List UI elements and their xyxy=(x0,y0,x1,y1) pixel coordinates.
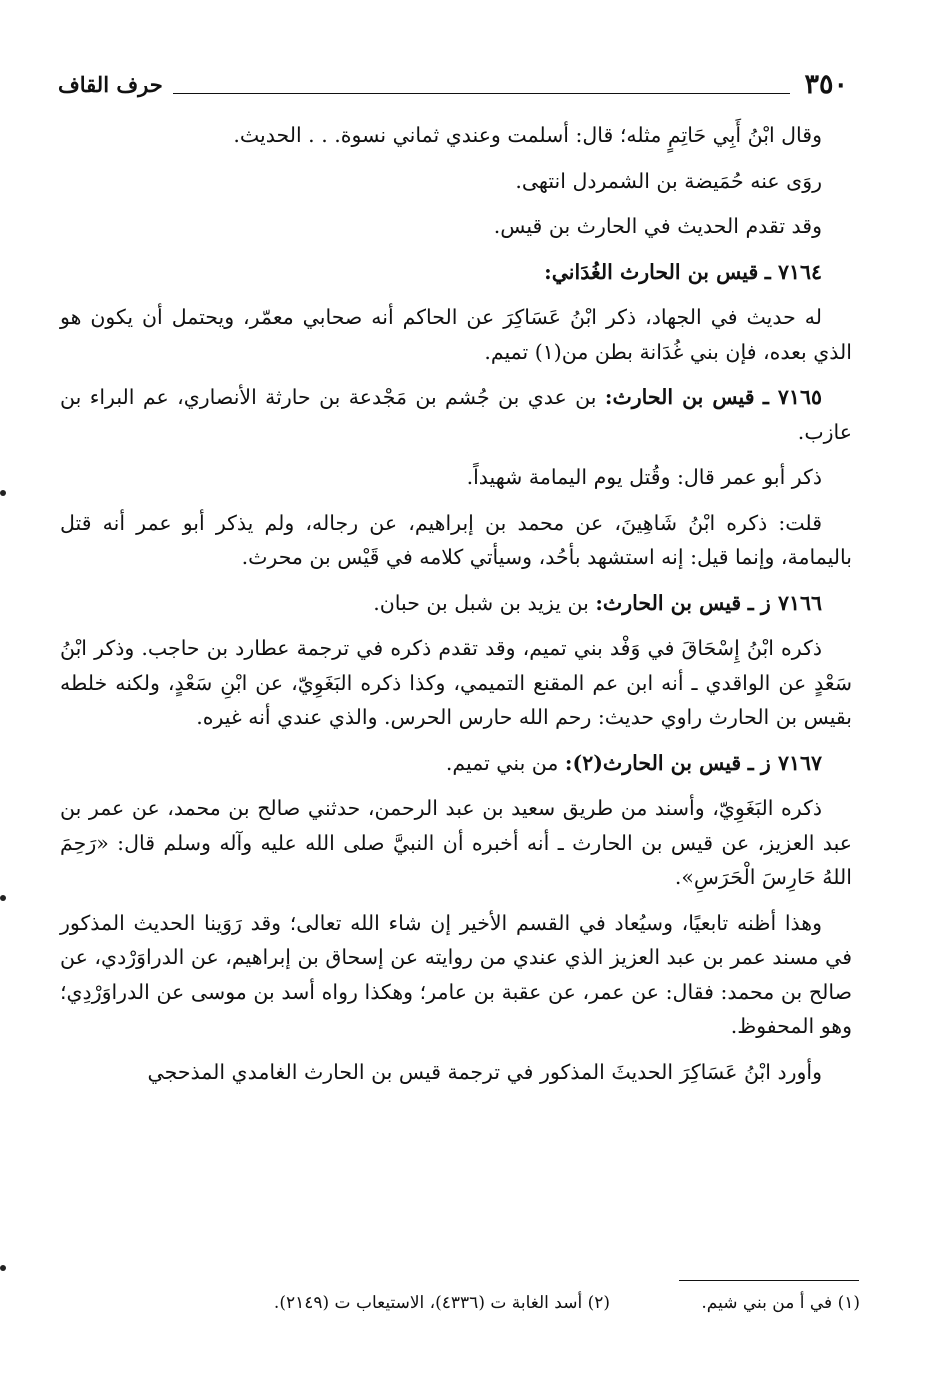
entry-heading xyxy=(60,746,852,781)
entry-lineage: بن عدي بن جُشم بن مَجْدعة بن حارثة الأنصاري، عم البراء بن عازب. xyxy=(60,385,852,444)
body-text xyxy=(60,118,852,1093)
paragraph: روَى عنه حُمَيضة بن الشمردل انتهى. xyxy=(515,168,822,193)
footnote: (٢) أسد الغابة ت (٤٣٣٦)، الاستيعاب ت (٢١٤٩). xyxy=(273,1293,610,1313)
entry-name: قيس بن الحارث: xyxy=(604,385,755,409)
section-title: حرف القاف xyxy=(58,72,163,97)
entry-paragraph: ذكره ابْنُ إِسْحَاقَ في وَفْد بني تميم، وقد تقدم ذكره في ترجمة عطارد بن حاجب. وذكر ابْنُ سَعْدٍ عن الواقدي ـ أنه ابن عم المقنع التميمي، وكذا ذكره البَغَوِيّ، عن ابْنِ سَعْدٍ، ولكنه خلطه بقيس بن الحارث راوي حديث: رحم الله حارس الحرس. والذي عندي أنه غيره. xyxy=(60,636,852,729)
entry-number: ٧١٦٥ ـ xyxy=(762,385,822,409)
entry-heading xyxy=(60,380,852,449)
entry-paragraph: له حديث في الجهاد، ذكر ابْنُ عَسَاكِرَ عن الحاكم أنه صحابي معمّر، ويحتمل أن يكون هو الذي بعده، فإن بني غُدَانة بطن من(١) تميم. xyxy=(60,305,852,364)
footnote: (١) في أ من بني شيم. xyxy=(701,1293,860,1313)
entry-name: قيس بن الحارث الغُدَاني: xyxy=(544,259,759,284)
entry-name: قيس بن الحارث: xyxy=(595,590,742,615)
entry-number: ٧١٦٧ ز ـ xyxy=(747,750,822,775)
entry-heading xyxy=(60,255,852,290)
page-number: ٣٥٠ xyxy=(804,69,848,100)
entry-paragraph: وأورد ابْنُ عَسَاكِرَ الحديثَ المذكور في ترجمة قيس بن الحارث الغامدي المذحجي xyxy=(147,1059,822,1084)
entry-number: ٧١٦٤ ـ xyxy=(764,259,822,284)
scan-mark xyxy=(0,895,6,901)
entry-number: ٧١٦٦ ز ـ xyxy=(747,590,822,615)
scan-mark xyxy=(0,490,6,496)
footnotes xyxy=(60,1290,860,1330)
entry-paragraph: ذكر أبو عمر قال: وقُتل يوم اليمامة شهيداً. xyxy=(466,465,822,489)
entry-lineage: من بني تميم. xyxy=(445,750,559,775)
paragraph: وقد تقدم الحديث في الحارث بن قيس. xyxy=(493,214,822,238)
scan-mark xyxy=(0,1265,6,1271)
header-rule xyxy=(173,93,791,94)
entry-lineage: بن يزيد بن شبل بن حبان. xyxy=(373,590,589,615)
entry-paragraph: قلت: ذكره ابْنُ شَاهِينَ، عن محمد بن إبراهيم، عن رجاله، ولم يذكر أبو عمر أنه قتل باليمامة، وإنما قيل: إنه استشهد بأحُد، وسيأتي كلامه في قَيْس بن محرث. xyxy=(60,510,852,569)
footnote-rule xyxy=(679,1280,859,1281)
entry-heading xyxy=(60,586,852,621)
entry-name: قيس بن الحارث(٢): xyxy=(564,750,742,775)
entry-paragraph: وهذا أظنه تابعيًا، وسيُعاد في القسم الأخير إن شاء الله تعالى؛ وقد رَوَينا الحديث المذكور في مسند عمر بن عبد العزيز الذي عندي من روايته عن إسحاق بن إبراهيم، عن الدراوَرْدي، عن صالح بن محمد: فقال: عن عمر، عن عقبة بن عامر؛ وهكذا رواه أسد بن موسى عن الدراوَرْدِي؛ وهو المحفوظ. xyxy=(60,910,852,1038)
running-head xyxy=(58,60,848,100)
paragraph: وقال ابْنُ أَبِي حَاتِمٍ مثله؛ قال: أسلمت وعندي ثماني نسوة. . . الحديث. xyxy=(233,123,822,147)
entry-paragraph: ذكره البَغَوِيّ، وأسند من طريق سعيد بن عبد الرحمن، حدثني صالح بن محمد، عن عمر بن عبد العزيز، عن قيس بن الحارث ـ أنه أخبره أن النبيَّ صلى الله عليه وآله وسلم قال: «رَحِمَ اللهُ حَارِسَ الْحَرَسِ». xyxy=(60,796,852,889)
